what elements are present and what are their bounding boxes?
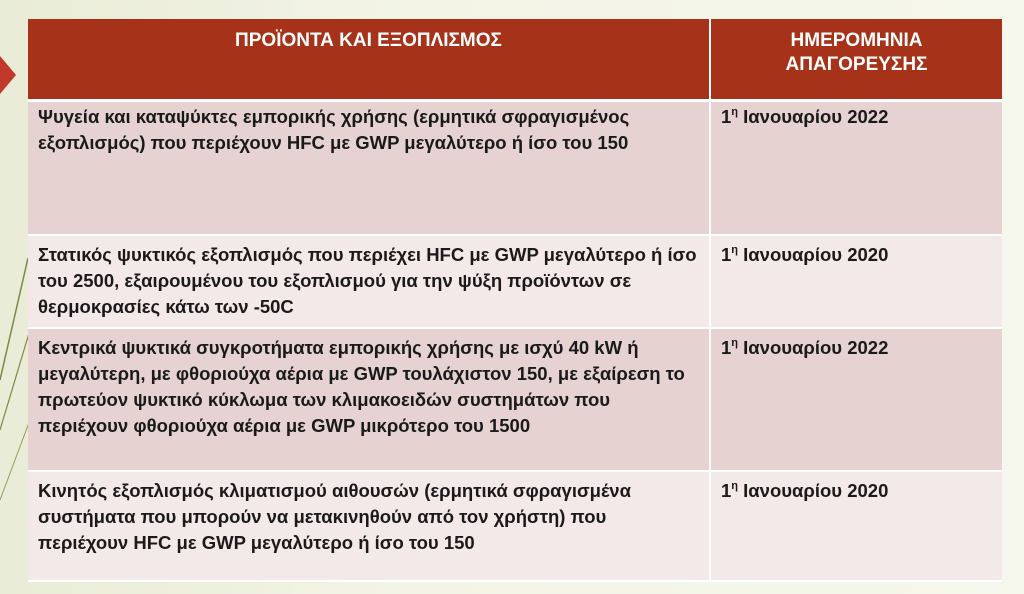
- product-cell: Κινητός εξοπλισμός κλιματισμού αιθουσών (ερμητικά σφραγισμένα συστήματα που μπορούν να μετακινηθούν από τον χρήστη) που περιέχουν HFC με GWP μεγαλύτερο ή ίσο του 150: [28, 471, 710, 581]
- header-ban-date-line1: ΗΜΕΡΟΜΗΝΙΑ: [790, 30, 923, 51]
- ban-schedule-table: [28, 19, 1002, 582]
- date-day: 1: [721, 480, 732, 501]
- header-products: ΠΡΟΪΟΝΤΑ ΚΑΙ ΕΞΟΠΛΙΣΜΟΣ: [28, 19, 710, 100]
- header-ban-date-line2: ΑΠΑΓΟΡΕΥΣΗΣ: [785, 54, 928, 75]
- date-cell: [710, 100, 1002, 235]
- date-cell: [710, 471, 1002, 581]
- date-day: 1: [721, 244, 732, 265]
- date-cell: [710, 235, 1002, 328]
- product-cell: Κεντρικά ψυκτικά συγκροτήματα εμπορικής χρήσης με ισχύ 40 kW ή μεγαλύτερη, με φθοριούχα αέρια με GWP τουλάχιστον 150, με εξαίρεση το πρωτεύον ψυκτικό κύκλωμα των κλιμακοειδών συστημάτων που περιέχουν φθοριούχα αέρια με GWP μικρότερο του 1500: [28, 328, 710, 471]
- date-rest: Ιανουαρίου 2022: [738, 337, 889, 358]
- table-header-row: [28, 19, 1002, 100]
- slide-arrow-marker: [0, 56, 16, 94]
- date-day: 1: [721, 337, 732, 358]
- header-ban-date: [710, 19, 1002, 100]
- date-rest: Ιανουαρίου 2020: [738, 480, 889, 501]
- date-day: 1: [721, 105, 732, 127]
- date-ordinal: η: [731, 105, 739, 118]
- product-cell: Ψυγεία και καταψύκτες εμπορικής χρήσης (ερμητικά σφραγισμένος εξοπλισμός) που περιέχουν HFC με GWP μεγαλύτερο ή ίσο του 150: [28, 100, 710, 235]
- table-row: [28, 100, 1002, 235]
- table-row: [28, 471, 1002, 581]
- product-cell: Στατικός ψυκτικός εξοπλισμός που περιέχει HFC με GWP μεγαλύτερο ή ίσο του 2500, εξαιρουμένου του εξοπλισμού για την ψύξη προϊόντων σε θερμοκρασίες κάτω των -50C: [28, 235, 710, 328]
- date-ordinal: η: [731, 337, 739, 349]
- date-rest: Ιανουαρίου 2020: [738, 244, 889, 265]
- date-ordinal: η: [731, 244, 739, 256]
- date-rest: Ιανουαρίου 2022: [738, 105, 889, 127]
- table-row: [28, 328, 1002, 471]
- table-row: [28, 235, 1002, 328]
- date-cell: [710, 328, 1002, 471]
- ban-schedule-table-container: [28, 19, 1002, 594]
- date-ordinal: η: [731, 480, 739, 492]
